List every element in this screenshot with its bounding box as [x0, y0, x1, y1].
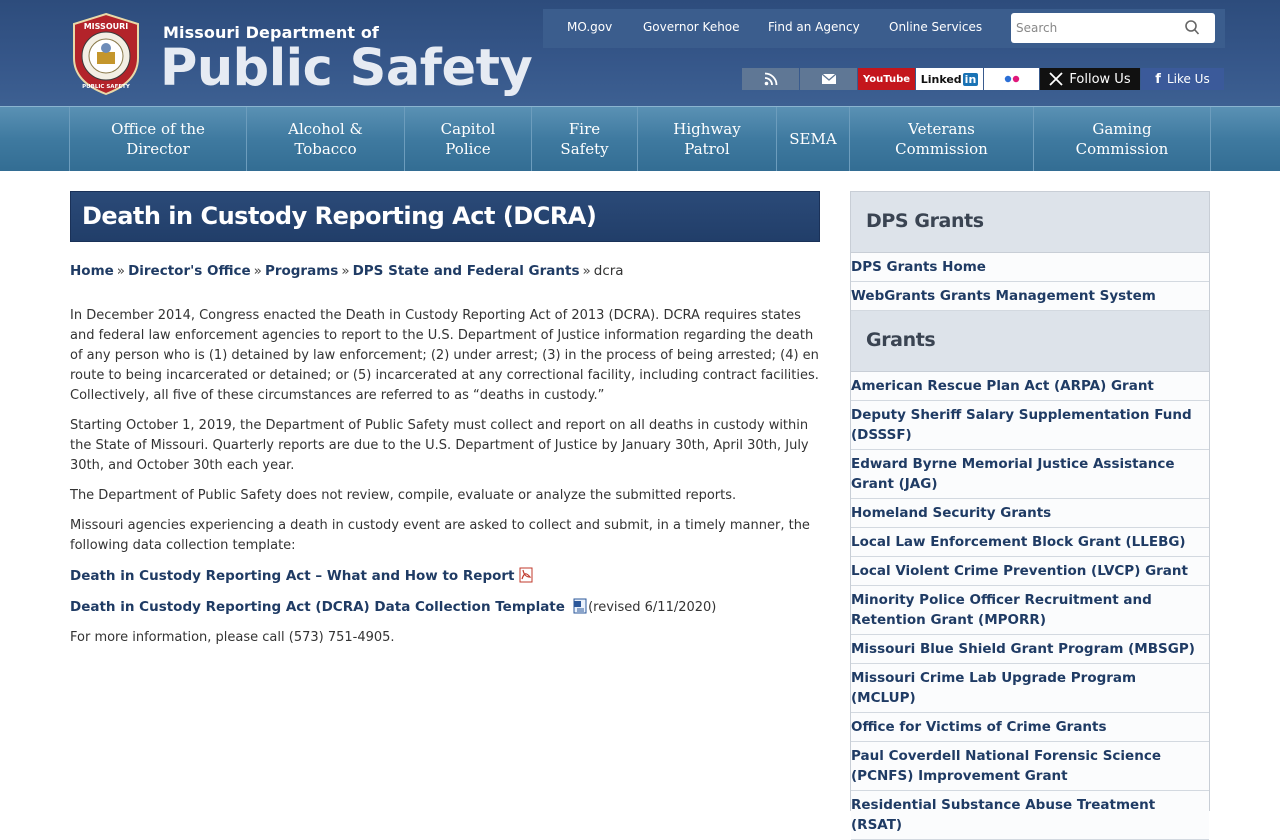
linkedin-link[interactable] [916, 68, 983, 90]
template-paragraph: Missouri agencies experiencing a death in custody event are asked to collect and submit, in a timely manner, the following data collection template: [70, 518, 810, 553]
main-navigation [0, 106, 1280, 171]
breadcrumb-programs[interactable]: Programs [264, 263, 339, 279]
review-paragraph: The Department of Public Safety does not review, compile, evaluate or analyze the submitted reports. [70, 488, 737, 503]
brand-title[interactable]: Public Safety [160, 39, 533, 98]
search-icon[interactable] [1183, 19, 1201, 37]
rss-icon [764, 72, 778, 86]
flickr-icon [1003, 75, 1021, 83]
sidebar-link-dps-grants-home[interactable]: DPS Grants Home [851, 253, 1209, 282]
x-logo-icon [1049, 72, 1063, 86]
main-content [70, 306, 822, 658]
pdf-icon[interactable] [518, 567, 534, 583]
linkedin-label: Linked [920, 72, 962, 86]
linkedin-in-badge: in [964, 72, 977, 86]
x-follow-link[interactable] [1040, 68, 1140, 90]
rss-link[interactable] [742, 68, 799, 90]
sidebar-link-arpa[interactable]: American Rescue Plan Act (ARPA) Grant [851, 372, 1209, 401]
nav-label: Highway Patrol [673, 120, 741, 158]
nav-sema[interactable] [777, 107, 850, 171]
breadcrumb [70, 263, 624, 279]
utility-bar [543, 9, 1225, 48]
word-doc-icon[interactable] [572, 598, 588, 614]
nav-label: Fire Safety [560, 120, 609, 158]
nav-label: Veterans Commission [895, 120, 988, 158]
youtube-link[interactable] [858, 68, 915, 90]
facebook-like-link[interactable] [1141, 68, 1224, 90]
page-title-bar [70, 191, 820, 242]
nav-office-of-director[interactable] [69, 107, 247, 171]
sidebar-link-llebg[interactable]: Local Law Enforcement Block Grant (LLEBG) [851, 528, 1209, 557]
page-title: Death in Custody Reporting Act (DCRA) [82, 202, 597, 230]
breadcrumb-home[interactable]: Home [70, 263, 114, 279]
sidebar-link-ovc[interactable]: Office for Victims of Crime Grants [851, 713, 1209, 742]
nav-veterans-commission[interactable] [850, 107, 1034, 171]
revision-note: (revised 6/11/2020) [588, 600, 717, 615]
doc-link-row-1 [70, 566, 822, 587]
nav-gaming-commission[interactable] [1034, 107, 1211, 171]
sidebar-link-webgrants[interactable]: WebGrants Grants Management System [851, 282, 1209, 311]
breadcrumb-separator: » [582, 263, 591, 279]
sidebar-link-mbsgp[interactable]: Missouri Blue Shield Grant Program (MBSGP) [851, 635, 1209, 664]
missouri-seal-logo[interactable] [70, 12, 142, 96]
reporting-paragraph: Starting October 1, 2019, the Department of Public Safety must collect and report on all deaths in custody within the State of Missouri. Quarterly reports are due to the U.S. Department of Justice by January 30th, April 30th, July 30th, and October 30th each year. [70, 418, 809, 473]
x-follow-label: Follow Us [1069, 71, 1131, 87]
brand-subtitle[interactable]: Missouri Department of [163, 23, 379, 42]
find-agency-link[interactable]: Find an Agency [768, 20, 860, 34]
email-link[interactable] [800, 68, 857, 90]
nav-label: Alcohol & Tobacco [288, 120, 363, 158]
seal-text-bottom: PUBLIC SAFETY [82, 84, 130, 90]
sidebar-link-homeland-security[interactable]: Homeland Security Grants [851, 499, 1209, 528]
sidebar-section-header [851, 192, 1209, 253]
email-icon [821, 73, 837, 85]
grants-sidebar [850, 191, 1210, 833]
breadcrumb-separator: » [116, 263, 126, 279]
sidebar-section-title-grants: Grants [866, 329, 936, 351]
sidebar-link-rsat[interactable]: Residential Substance Abuse Treatment (RSAT) [851, 791, 1209, 840]
sidebar-link-jag[interactable]: Edward Byrne Memorial Justice Assistance Grant (JAG) [851, 450, 1209, 499]
sidebar-link-mporr[interactable]: Minority Police Officer Recruitment and Retention Grant (MPORR) [851, 586, 1209, 635]
nav-alcohol-tobacco[interactable] [247, 107, 405, 171]
breadcrumb-directors-office[interactable]: Director's Office [128, 263, 251, 279]
mo-gov-link[interactable]: MO.gov [567, 20, 613, 34]
youtube-label: YouTube [862, 73, 911, 85]
search-input[interactable] [1011, 13, 1181, 43]
breadcrumb-separator: » [341, 263, 350, 279]
sidebar-link-lvcp[interactable]: Local Violent Crime Prevention (LVCP) Grant [851, 557, 1209, 586]
flickr-link[interactable] [984, 68, 1039, 90]
nav-highway-patrol[interactable] [638, 107, 777, 171]
social-links [742, 68, 1224, 90]
nav-label: SEMA [789, 130, 837, 148]
sidebar-section-title-dps-grants: DPS Grants [866, 210, 984, 232]
site-header [0, 0, 1280, 106]
facebook-like-label: Like Us [1166, 72, 1210, 86]
breadcrumb-grants[interactable]: DPS State and Federal Grants [352, 263, 580, 279]
breadcrumb-current: dcra [593, 263, 624, 279]
doc-link-row-2 [70, 597, 822, 618]
seal-text-top: MISSOURI [83, 22, 129, 31]
sidebar-link-mclup[interactable]: Missouri Crime Lab Upgrade Program (MCLUP) [851, 664, 1209, 713]
nav-capitol-police[interactable] [405, 107, 532, 171]
sidebar-link-dsssf[interactable]: Deputy Sheriff Salary Supplementation Fund (DSSSF) [851, 401, 1209, 450]
sidebar-link-pcnfs[interactable]: Paul Coverdell National Forensic Science (PCNFS) Improvement Grant [851, 742, 1209, 791]
governor-link[interactable]: Governor Kehoe [643, 20, 740, 34]
nav-label: Capitol Police [440, 120, 496, 158]
facebook-icon: f [1155, 71, 1161, 87]
contact-paragraph: For more information, please call (573) 751-4905. [70, 630, 395, 645]
what-how-to-report-link[interactable]: Death in Custody Reporting Act – What and How to Report [70, 568, 515, 584]
nav-fire-safety[interactable] [532, 107, 638, 171]
online-services-link[interactable]: Online Services [889, 20, 983, 34]
breadcrumb-separator: » [253, 263, 262, 279]
sidebar-section-header [851, 311, 1209, 372]
intro-paragraph: In December 2014, Congress enacted the Death in Custody Reporting Act of 2013 (DCRA). DCRA requires states and federal law enforcement agencies to report to the U.S. Department of Justice information regarding the death of any person who is (1) detained by law enforcement; (2) under arrest; (3) in the process of being arrested; (4) en route to being incarcerated or detained; or (5) incarcerated at any correctional facility, including contract facilities. Collectively, all five of these circumstances are referred to as “deaths in custody.” [70, 308, 819, 403]
search-box [1011, 13, 1215, 43]
nav-label: Gaming Commission [1075, 120, 1169, 158]
data-collection-template-link[interactable]: Death in Custody Reporting Act (DCRA) Data Collection Template [70, 599, 565, 615]
nav-label: Office of the Director [111, 120, 205, 158]
